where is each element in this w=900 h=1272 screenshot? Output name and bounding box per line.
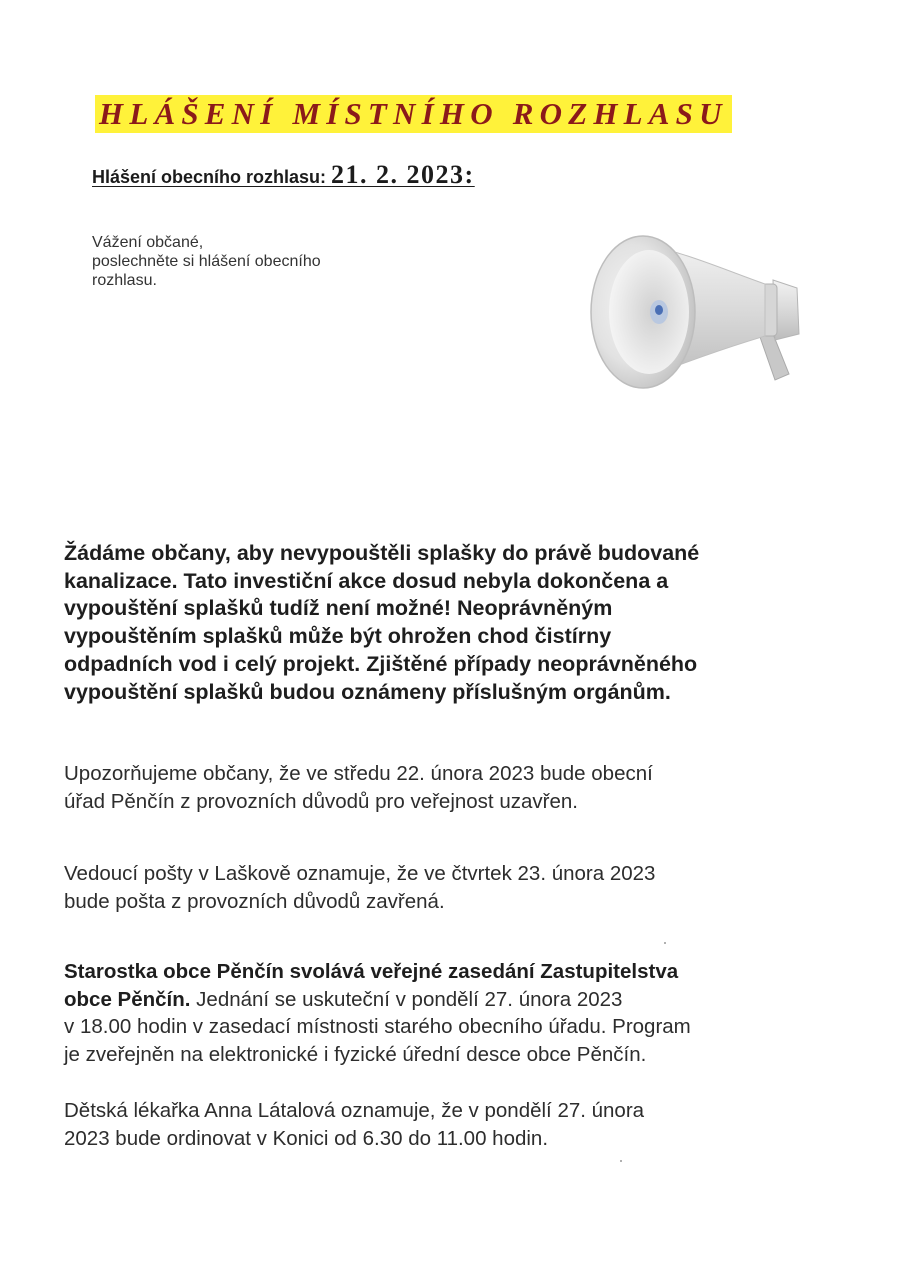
greeting — [92, 233, 412, 290]
scan-speck — [664, 942, 666, 944]
paragraph-line: Vedoucí pošty v Laškově oznamuje, že ve čtvrtek 23. února 2023 — [64, 862, 656, 885]
announcement-date: 21. 2. 2023: — [331, 160, 475, 189]
council-meeting-announcement — [64, 958, 854, 1068]
paragraph-line: vypouštění splašků tudíž není možné! Neoprávněným — [64, 596, 613, 621]
paragraph-line: bude pošta z provozních důvodů zavřená. — [64, 889, 445, 913]
meeting-bold-text: obce Pěnčín. — [64, 987, 191, 1011]
page-title: HLÁŠENÍ MÍSTNÍHO ROZHLASU — [95, 95, 732, 133]
paragraph-line: kanalizace. Tato investiční akce dosud nebyla dokončena a — [64, 568, 669, 593]
paragraph-line: Žádáme občany, aby nevypouštěli splašky do právě budované — [64, 541, 700, 565]
scan-speck — [620, 1160, 622, 1162]
meeting-text: Jednání se uskuteční v pondělí 27. února 2023 — [190, 987, 623, 1011]
greeting-line: Vážení občané, — [92, 234, 204, 251]
pediatrician-announcement — [64, 1097, 854, 1152]
greeting-line: poslechněte si hlášení obecního — [92, 253, 321, 270]
paragraph-line — [64, 986, 854, 1014]
post-office-announcement — [64, 860, 854, 915]
paragraph-line: vypouštěním splašků může být ohrožen chod čistírny — [64, 624, 612, 649]
paragraph-line: Upozorňujeme občany, že ve středu 22. února 2023 bude obecní — [64, 762, 653, 785]
paragraph-line: vypouštění splašků budou oznámeny příslušným orgánům. — [64, 679, 671, 704]
date-heading-label: Hlášení obecního rozhlasu: — [92, 167, 332, 187]
announcement-date-heading — [92, 160, 475, 190]
office-closure-announcement — [64, 760, 854, 815]
paragraph-line: odpadních vod i celý projekt. Zjištěné případy neoprávněného — [64, 651, 698, 676]
paragraph-line: Starostka obce Pěnčín svolává veřejné zasedání Zastupitelstva — [64, 960, 679, 983]
sewage-announcement — [64, 540, 854, 706]
paragraph-line: 2023 bude ordinovat v Konici od 6.30 do 11.00 hodin. — [64, 1126, 549, 1150]
paragraph-line: je zveřejněn na elektronické i fyzické úřední desce obce Pěnčín. — [64, 1042, 647, 1066]
megaphone-icon — [575, 222, 815, 407]
paragraph-line: v 18.00 hodin v zasedací místnosti starého obecního úřadu. Program — [64, 1015, 691, 1038]
paragraph-line: úřad Pěnčín z provozních důvodů pro veřejnost uzavřen. — [64, 789, 578, 813]
paragraph-line: Dětská lékařka Anna Látalová oznamuje, že v pondělí 27. února — [64, 1099, 645, 1122]
greeting-line: rozhlasu. — [92, 272, 157, 289]
